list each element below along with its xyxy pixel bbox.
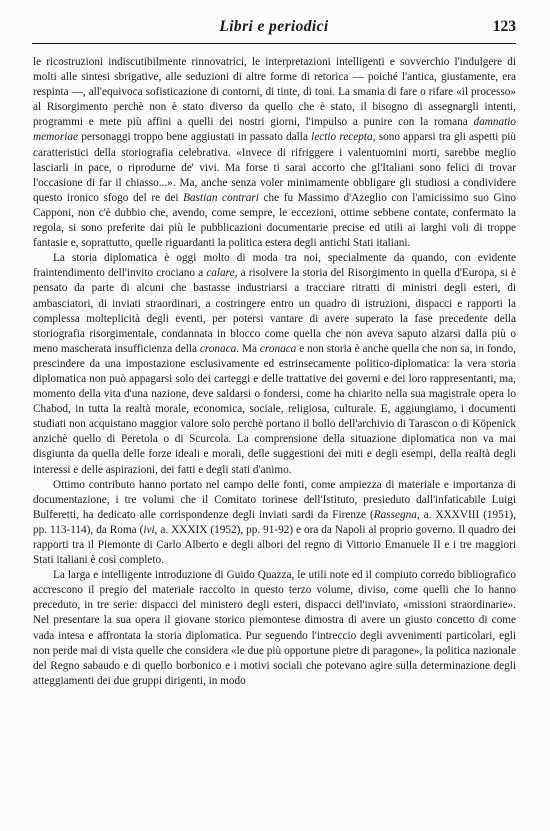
text-run: Ottimo contributo hanno portato nel campo delle fonti, come ampiezza di materiale e importanza di documentazione, i tre volumi che il Comitato torinese dell'Istituto, presieduto dall'infaticabile Luigi Bulferetti, ha dedicato alle corrispondenze degli inviati sardi da Firenze ( [33, 478, 516, 521]
text-run: le ricostruzioni indiscutibilmente rinnovatrici, le interpretazioni intelligenti e sovverchio l'indulgere di molti alle sintesi sbrigative, alle seduzioni di altre forme di retorica — poiché l'antica, giustamente, era respinta —, all'equivoca sofisticazione di contorni, di tinte, di toni. La smania di fare o rifare «il processo» al Risorgimento perchè non è stato diverso da quello che è stato, il bisogno di assegnargli intenti, programmi e mete più affini a quelli dei nostri giorni, l'impulso a punire con la romana [33, 56, 516, 129]
body-text [33, 55, 516, 689]
italic-text: cronaca [259, 342, 297, 355]
text-run: . Ma [236, 342, 260, 355]
italic-text: cronaca [199, 342, 237, 355]
text-run: , sono apparsi tra gli aspetti più caratteristici della storiografia celebrativa. «Invece di rifriggere i valentuomini morti, sarebbe meglio lasciarli in pace, o riprodurne de' vivi. Ma forse ti sarai accorto che gl'Italiani sono felici di trovar l'occasione di far il chiasso...». Ma, anche senza voler minimamente obbligare gli studiosi a condividere questo ironico sfogo del re dei [33, 131, 516, 204]
paragraph [33, 478, 516, 569]
italic-text: calare [206, 267, 235, 280]
header-rule [32, 43, 516, 44]
italic-text: Rassegna [373, 508, 417, 521]
text-run: , a. XXXIX (1952), pp. 91-92) e ora da Napoli al proprio governo. Il quadro dei rapporti tra il Piemonte di Carlo Alberto e degli albori del regno di Vittorio Emanuele II e i tre maggiori Stati italiani è così completo. [33, 523, 516, 567]
text-run: e non storia è anche quella che non sa, in fondo, prescindere da una impostazione esclusivamente ed estrinsecamente politico-diplomatica: la vera storia diplomatica non può appagarsi solo dei carteggi e delle trattative dei governi e dei loro rappresentanti, ma, momento della vita d'una nazione, deve saldarsi o fondersi, come ha chiarito nella sua magistrale opera lo Chabod, in tutta la realtà morale, economica, sociale, religiosa, culturale. E, aggiungiamo, i documenti studiati non acquistano maggior valore solo perchè portano il bollo dell'archivio di Tarascon o di Köpenick anzichè quello di Peretola o di Scurcola. La comprensione della situazione diplomatica non va mai disgiunta da quella delle forze ideali e morali, delle suggestioni dei miti e degli esempi, della realtà degli interessi e delle aspirazioni, dei fatti e degli stati d'animo. [33, 342, 516, 476]
text-run: La larga e intelligente introduzione di Guido Quazza, le utili note ed il compiuto corredo bibliografico accrescono il pregio del materiale raccolto in questo terzo volume, diviso, come quelli che lo hanno preceduto, in tre serie: dispacci del ministero degli esteri, dispacci dell'inviato, «missioni straordinarie». Nel presentare la sua opera il giovane storico piemontese dimostra di avere un giusto concetto di come vada intesa e affrontata la storia diplomatica. Pur seguendo l'intreccio degli avvenimenti particolari, egli non perde mai di vista quelle che considera «le due più opportune pietre di paragone», la politica nazionale del Regno sabaudo e di quello borbonico e i motivi sociali che potevano agire sulla determinazione degli atteggiamenti dei due gruppi dirigenti, in modo [33, 569, 516, 687]
paragraph [33, 568, 516, 689]
paragraph [33, 251, 516, 477]
text-run: , a. XXXVIII (1951), pp. 113-114), da Roma ( [33, 508, 516, 536]
italic-text: ivi [143, 523, 155, 536]
running-title: Libri e periodici [219, 18, 329, 35]
paragraph [33, 55, 516, 251]
italic-text: lectio recepta [311, 131, 373, 144]
text-run: , a risolvere la storia del Risorgimento in quella d'Europa, si è pensato da parte di alcuni che bastasse industriarsi a tracciare ritratti di ministri degli esteri, di ambasciatori, di inviati straordinari, a costringere entro un quadro di istruzioni, dispacci e rapporti la complessa molteplicità degli eventi, per potersi vantare di avere superato la fase precedente della storiografia risorgimentale, condannata in blocco come quella che non aveva saputo alzarsi dalla più o meno mascherata insufficienza della [33, 267, 516, 355]
text-run: La storia diplomatica è oggi molto di moda tra noi, specialmente da quando, con evidente fraintendimento dell'invito crociano a [33, 252, 516, 280]
italic-text: Bastian contrari [183, 191, 259, 204]
italic-text: damnatio memoriae [33, 116, 516, 144]
page-number: 123 [492, 18, 516, 35]
text-run: personaggi troppo bene aggiustati in passato dalla [78, 131, 312, 144]
page-header [32, 12, 516, 42]
text-run: che fu Massimo d'Azeglio con l'amicissimo suo Gino Capponi, non c'è dubbio che, avendo, come sempre, le eccezioni, ottime sebbene contate, confermato la regola, si sono preferite dai più le pubblicazioni documentarie precise ed utili ai larghi voli di troppe fantasie e, soprattutto, quelle riguardanti la politica estera degli antichi Stati italiani. [33, 191, 516, 250]
